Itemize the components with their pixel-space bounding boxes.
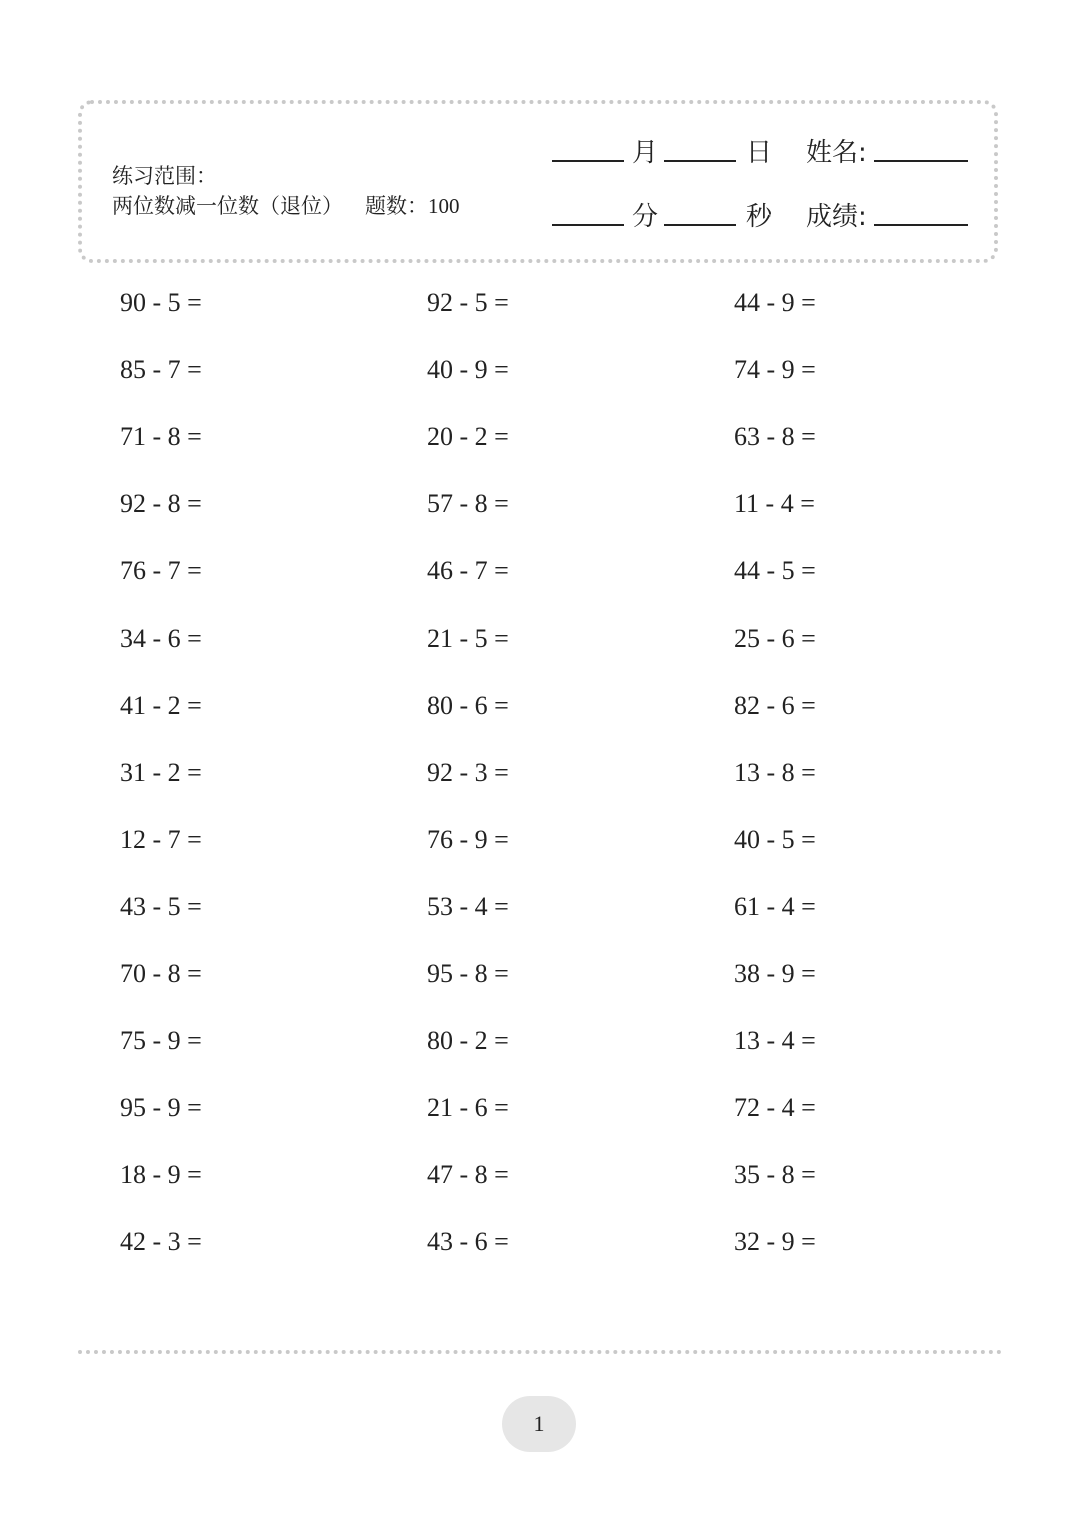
day-label: 日 [746, 138, 773, 168]
problem-item: 95 - 8 = [427, 959, 509, 988]
name-label: 姓名: [806, 138, 867, 168]
problem-item: 44 - 9 = [734, 288, 816, 317]
problem-item: 53 - 4 = [427, 891, 509, 921]
problem-item: 63 - 8 = [734, 422, 816, 452]
problem-item: 25 - 6 = [734, 623, 816, 653]
second-label: 秒 [746, 202, 773, 232]
problem-item: 75 - 9 = [120, 1026, 202, 1056]
worksheet-header [78, 100, 998, 263]
problem-item: 92 - 5 = [427, 288, 509, 317]
problem-item: 61 - 4 = [734, 891, 816, 921]
page-number-badge: 1 [502, 1396, 576, 1452]
problem-item: 46 - 7 = [427, 556, 509, 586]
problem-item: 40 - 9 = [427, 355, 509, 385]
problem-item: 95 - 9 = [120, 1093, 202, 1123]
problem-item: 76 - 9 = [427, 824, 509, 854]
footer-divider [78, 1350, 1002, 1354]
problem-item: 21 - 5 = [427, 623, 509, 653]
problem-item: 85 - 7 = [120, 355, 202, 385]
month-blank[interactable] [552, 160, 624, 162]
problem-item: 34 - 6 = [120, 623, 202, 653]
problem-item: 40 - 5 = [734, 824, 816, 854]
minute-blank[interactable] [552, 224, 624, 226]
score-blank[interactable] [874, 224, 968, 226]
problem-item: 11 - 4 = [734, 489, 815, 519]
problem-item: 80 - 2 = [427, 1026, 509, 1056]
problem-item: 47 - 8 = [427, 1160, 509, 1190]
problem-item: 38 - 9 = [734, 959, 816, 988]
count-label: 题数： [365, 194, 428, 218]
problem-item: 43 - 5 = [120, 891, 202, 921]
problem-item: 18 - 9 = [120, 1160, 202, 1190]
name-blank[interactable] [874, 160, 968, 162]
problem-item: 41 - 2 = [120, 690, 202, 720]
problem-item: 72 - 4 = [734, 1093, 816, 1123]
minute-label: 分 [632, 202, 659, 232]
problem-item: 70 - 8 = [120, 959, 202, 988]
problem-item: 21 - 6 = [427, 1093, 509, 1123]
month-label: 月 [632, 138, 659, 168]
problem-item: 43 - 6 = [427, 1227, 509, 1257]
range-label: 练习范围： [112, 164, 217, 188]
range-value: 两位数减一位数（退位） [112, 194, 343, 218]
problem-item: 92 - 3 = [427, 757, 509, 787]
range-line [112, 190, 460, 220]
count-value: 100 [428, 194, 460, 218]
problem-item: 92 - 8 = [120, 489, 202, 519]
problem-item: 76 - 7 = [120, 556, 202, 586]
problem-item: 74 - 9 = [734, 355, 816, 385]
problem-item: 80 - 6 = [427, 690, 509, 720]
day-blank[interactable] [664, 160, 736, 162]
problem-item: 32 - 9 = [734, 1227, 816, 1257]
problem-item: 42 - 3 = [120, 1227, 202, 1257]
problem-item: 71 - 8 = [120, 422, 202, 452]
problem-item: 82 - 6 = [734, 690, 816, 720]
problem-item: 13 - 4 = [734, 1026, 816, 1056]
problem-item: 13 - 8 = [734, 757, 816, 787]
problem-item: 90 - 5 = [120, 288, 202, 317]
problem-item: 57 - 8 = [427, 489, 509, 519]
problem-item: 12 - 7 = [120, 824, 202, 854]
problem-item: 20 - 2 = [427, 422, 509, 452]
problem-item: 31 - 2 = [120, 757, 202, 787]
problem-item: 35 - 8 = [734, 1160, 816, 1190]
problem-item: 44 - 5 = [734, 556, 816, 586]
score-label: 成绩: [806, 202, 867, 232]
second-blank[interactable] [664, 224, 736, 226]
